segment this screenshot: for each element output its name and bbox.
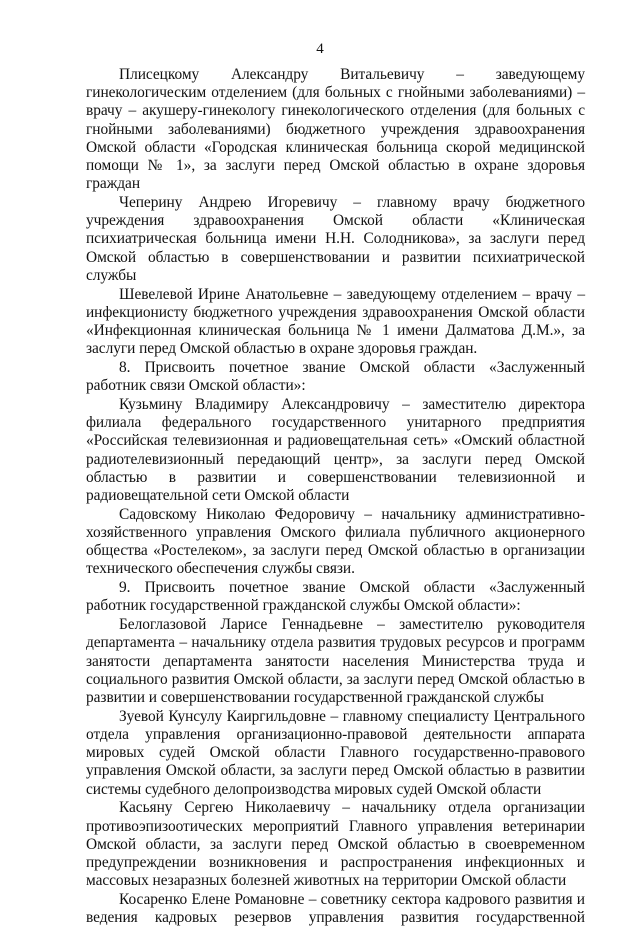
page-number: 4 [316,41,324,57]
award-paragraph: Садовскому Николаю Федоровичу – начальнику административно-хозяйственного управления Омского филиала публичного акционерного общества «Ростелеком», за заслуги перед Омской областью в организации технического обеспечения службы связи. [86,505,585,578]
award-paragraph: Плисецкому Александру Витальевичу – заведующему гинекологическим отделением (для больных с гнойными заболеваниями) – врачу – акушеру-гинекологу гинекологического отделения (для больных с гнойными заболеваниями) бюджетного учреждения здравоохранения Омской области «Городская клиническая больница скорой медицинской помощи № 1», за заслуги перед Омской областью в охране здоровья граждан [86,66,585,193]
award-paragraph: Шевелевой Ирине Анатольевне – заведующему отделением – врачу – инфекционисту бюджетного учреждения здравоохранения Омской области «Инфекционная клиническая больница № 1 имени Далматова Д.М.», за заслуги перед Омской областью в охране здоровья граждан. [86,285,585,358]
award-paragraph: Чеперину Андрею Игоревичу – главному врачу бюджетного учреждения здравоохранения Омской области «Клиническая психиатрическая больница имени Н.Н. Солодникова», за заслуги перед Омской областью в совершенствовании и развитии психиатрической службы [86,194,585,284]
award-paragraph: Белоглазовой Ларисе Геннадьевне – заместителю руководителя департамента – начальнику отдела развития трудовых ресурсов и программ занятости департамента занятости населения Министерства труда и социального развития Омской области, за заслуги перед Омской областью в развитии и совершенствовании государственной гражданской службы [86,616,585,707]
award-paragraph: Касьяну Сергею Николаевичу – начальнику отдела организации противоэпизоотических мероприятий Главного управления ветеринарии Омской области, за заслуги перед Омской областью в своевременном предупреждении возникновения и распространения инфекционных и массовых незаразных болезней животных на территории Омской области [86,799,585,890]
section-heading-8: 8. Присвоить почетное звание Омской области «Заслуженный работник связи Омской области»: [86,359,585,395]
document-body [86,66,585,928]
award-paragraph: Косаренко Елене Романовне – советнику сектора кадрового развития и ведения кадровых резервов управления развития государственной [86,891,585,927]
section-heading-9: 9. Присвоить почетное звание Омской области «Заслуженный работник государственной гражданской службы Омской области»: [86,579,585,615]
award-paragraph: Зуевой Кунсулу Каиргильдовне – главному специалисту Центрального отдела управления организационно-правовой деятельности аппарата мировых судей Омской области Главного государственно-правового управления Омской области, за заслуги перед Омской областью в развитии системы судебного делопроизводства мировых судей Омской области [86,707,585,798]
award-paragraph: Кузьмину Владимиру Александровичу – заместителю директора филиала федерального государственного унитарного предприятия «Российская телевизионная и радиовещательная сеть» «Омский областной радиотелевизионный передающий центр», за заслуги перед Омской областью в развитии и совершенствовании телевизионной и радиовещательной сети Омской области [86,396,585,505]
